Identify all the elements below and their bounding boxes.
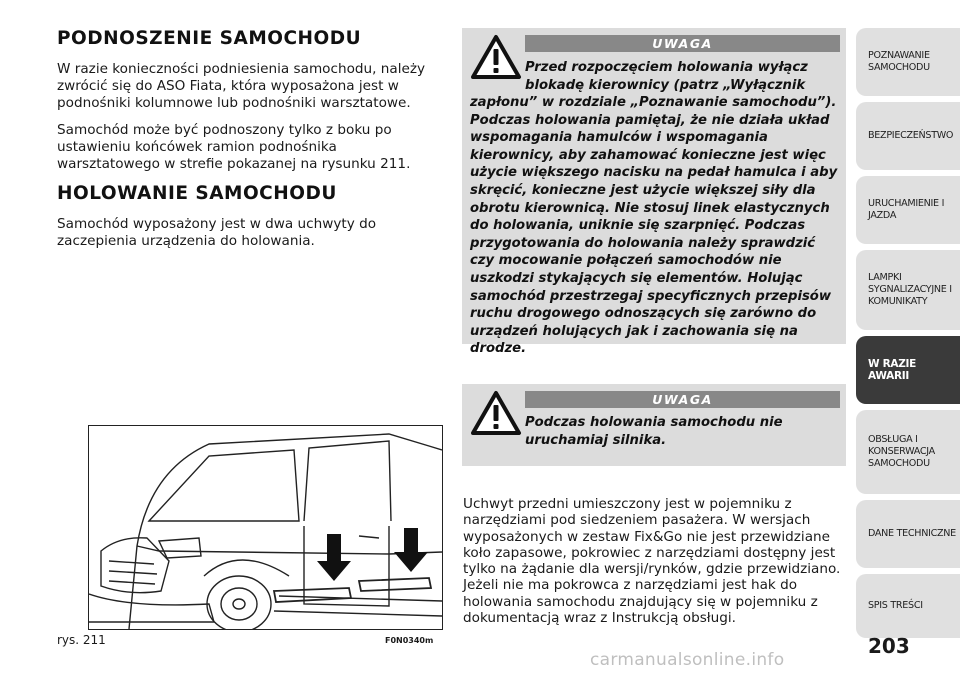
paragraph-lifting-2: Samochód może być podnoszony tylko z boku po ustawieniu końcówek ramion podnośnika warsztatowego w strefie pokazanej na rysunku 211.: [57, 122, 411, 172]
tab-dane-techniczne[interactable]: DANE TECHNICZNE: [856, 500, 960, 568]
warning-text-body: zapłonu” w rozdziale „Poznawanie samochodu”). Podczas holowania pamiętaj, że nie działa układ wspomagania hamulców i wspomagania kierownicy, aby zahamować konieczne jest więc użycie większego nacisku na pedał hamulca i aby skręcić, konieczne jest użycie większej siły dla obrotu kierownicą. Nie stosuj linek elastycznych do holowania, uniknie się szarpnięć. Podczas przygotowania do holowania należy sprawdzić czy mocowanie połączeń samochodów nie uszkodzi stykających się elementów. Holując samochód przestrzegaj specyficznych przepisów ruchu drogowego odnoszących się zarówno do urządzeń holujących jak i zachowania się na drodze.: [470, 95, 838, 357]
warning-text: Podczas holowania samochodu nie uruchamiaj silnika.: [525, 415, 783, 448]
watermark: carmanualsonline.info: [590, 650, 785, 670]
right-column: [463, 496, 843, 626]
section-heading-lifting: PODNOSZENIE SAMOCHODU: [57, 28, 362, 49]
figure-van-illustration: [88, 425, 443, 630]
tab-uruchamienie-jazda[interactable]: URUCHAMIENIE I JAZDA: [856, 176, 960, 244]
paragraph-lifting-1: W razie konieczności podniesienia samochodu, należy zwrócić się do ASO Fiata, która wyposażona jest w podnośniki kolumnowe lub podnośniki warsztatowe.: [57, 61, 426, 111]
paragraph-towing-1: Samochód wyposażony jest w dwa uchwyty do zaczepienia urządzenia do holowania.: [57, 216, 377, 249]
warning-triangle-icon: [470, 34, 522, 84]
tab-obsluga-konserwacja[interactable]: OBSŁUGA I KONSERWACJA SAMOCHODU: [856, 410, 960, 494]
warning-box-towing: [462, 28, 846, 357]
warning-text-lead: Przed rozpoczęciem holowania wyłącz blokadę kierownicy (patrz „Wyłącznik: [525, 60, 808, 93]
warning-title: UWAGA: [525, 35, 840, 52]
page-number: 203: [868, 634, 910, 658]
left-column: [57, 28, 442, 260]
tab-w-razie-awarii[interactable]: W RAZIE AWARII: [856, 336, 960, 404]
warning-box-engine: [462, 384, 846, 466]
tab-spis-tresci[interactable]: SPIS TREŚCI: [856, 574, 960, 638]
tab-poznawanie-samochodu[interactable]: POZNAWANIE SAMOCHODU: [856, 28, 960, 96]
tab-lampki-sygnalizacyjne[interactable]: LAMPKI SYGNALIZACYJNE I KOMUNIKATY: [856, 250, 960, 330]
van-drawing: [89, 426, 442, 629]
section-heading-towing: HOLOWANIE SAMOCHODU: [57, 183, 337, 204]
paragraph-tow-hook: Uchwyt przedni umieszczony jest w pojemniku z narzędziami pod siedzeniem pasażera. W wersjach wyposażonych w zestaw Fix&Go nie jest przewidziane koło zapasowe, pokrowiec z narzędziami dostępny jest tylko na żądanie dla wersji/rynków, gdzie przewidziano. Jeżeli nie ma pokrowca z narzędziami jest hak do holowania samochodu znajdujący się w pojemniku z dokumentacją wraz z Instrukcją obsługi.: [463, 496, 841, 627]
figure-caption: rys. 211: [57, 633, 106, 647]
tab-bezpieczenstwo[interactable]: BEZPIECZEŃSTWO: [856, 102, 960, 170]
figure-code: F0N0340m: [385, 636, 434, 645]
warning-title: UWAGA: [525, 391, 840, 408]
warning-triangle-icon: [470, 390, 522, 440]
